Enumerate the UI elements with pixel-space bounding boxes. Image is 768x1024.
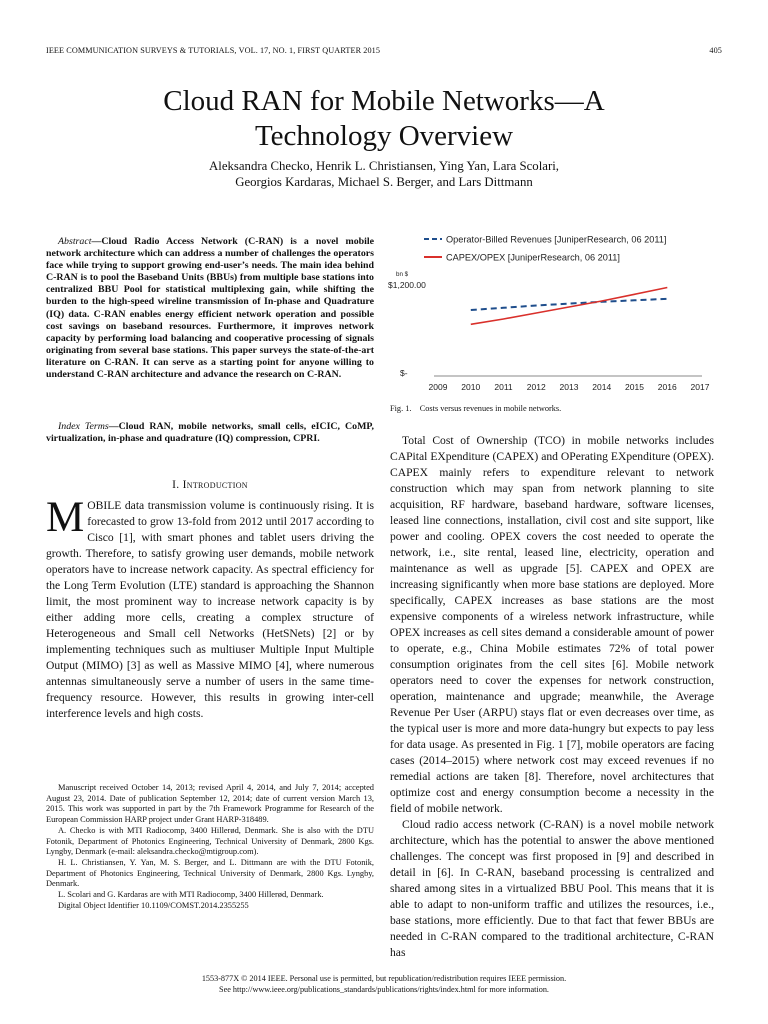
figure-1-chart bbox=[384, 226, 718, 398]
x-tick-label: 2012 bbox=[526, 382, 546, 392]
x-tick-label: 2013 bbox=[559, 382, 579, 392]
index-terms-text: —Cloud RAN, mobile networks, small cells, eICIC, CoMP, virtualization, in-phase and quadrature (IQ) compression, CPRI. bbox=[46, 421, 374, 445]
x-tick-label: 2015 bbox=[625, 382, 644, 392]
x-tick-label: 2014 bbox=[592, 382, 612, 392]
section-number: I. bbox=[172, 479, 180, 491]
x-tick-label: 2017 bbox=[690, 382, 710, 392]
authors-line-2: Georgios Kardaras, Michael S. Berger, and Lars Dittmann bbox=[235, 175, 533, 189]
page-number: 405 bbox=[709, 46, 722, 55]
intro-paragraph bbox=[46, 494, 374, 722]
legend-label-capex: CAPEX/OPEX [JuniperResearch, 06 2011] bbox=[446, 252, 620, 263]
footnote: A. Checko is with MTI Radiocomp, 3400 Hillerød, Denmark. She is also with the DTU Fotonik, Department of Photonics Engineering, Technical University of Denmark, 2800 Kgs. Lyngby, Denmark (e-mail: aleksandra.checko@mtigroup.com). bbox=[46, 825, 374, 857]
series-line-revenues bbox=[471, 299, 668, 310]
body-paragraph: Total Cost of Ownership (TCO) in mobile networks includes CAPital EXpenditure (CAPEX) and OPerating EXpenditure (OPEX). CAPEX mainly refers to expenditure relevant to network construction which may span from network planning to site acquisition, RF hardware, baseband hardware, software licenses, leased line connections, installation, civil cost and site support, like power and cooling. OPEX covers the cost needed to operate the network, i.e., site rental, leased line, electricity, operation and maintenance as well as upgrade [5]. CAPEX and OPEX are increasing significantly when more base stations are deployed. More specifically, CAPEX increases as base stations are the most expensive components of a wireless network infrastructure, while OPEX increases as cell sites demand a considerable amount of power to operate, e.g., China Mobile estimates 72% of total power consumption originates from the cell sites [6]. Mobile network operators need to cover the expenses for network construction, operation, maintenance and upgrade; meanwhile, the Average Revenue Per User (ARPU) stays flat or even decreases over time, as the typical user is more and more data-hungry but expects to pay less for data usage. As presented in Fig. 1 [7], mobile operators are facing cases (2014–2015) where network cost may exceed revenues if no remedial actions are taken [8]. Therefore, novel architectures that optimize cost and energy consumption become a necessity in the field of mobile network. bbox=[390, 434, 714, 815]
figure-caption: Fig. 1. Costs versus revenues in mobile networks. bbox=[390, 404, 562, 413]
footnote: L. Scolari and G. Kardaras are with MTI Radiocomp, 3400 Hillerød, Denmark. bbox=[58, 890, 324, 900]
footer-line-2: See http://www.ieee.org/publications_standards/publications/rights/index.html for more information. bbox=[219, 985, 549, 994]
footnote: H. L. Christiansen, Y. Yan, M. S. Berger, and L. Dittmann are with the DTU Fotonik, Department of Photonics Engineering, Technical University of Denmark, 2800 Kgs. Lyngby, Denmark. bbox=[46, 857, 374, 889]
intro-text: OBILE data transmission volume is continuously rising. It is forecasted to grow 13-fold from 2012 until 2017 according to Cisco [1], with smart phones and tablet users driving the growth. Therefore, to satisfy growing user demands, mobile network operators have to increase network capacity. As spectral efficiency for the Long Term Evolution (LTE) standard is approaching the Shannon limit, the most prominent way to increase network capacity is by either adding more cells, creating a complex structure of Heterogeneous and Small cell Networks (HetSNets) [2] or by implementing techniques such as multiuser Multiple Input Multiple Output (MIMO) [3] as well as Massive MIMO [4], where numerous antennas simultaneously serve a number of users in the same time-frequency resource. However, this results in growing inter-cell interference levels and high costs. bbox=[46, 499, 374, 720]
legend-label-revenues: Operator-Billed Revenues [JuniperResearch, 06 2011] bbox=[446, 234, 667, 245]
abstract-text: —Cloud Radio Access Network (C-RAN) is a novel mobile network architecture which can address a number of challenges the operators face while trying to support growing end-user’s needs. The main idea behind C-RAN is to pool the Baseband Units (BBUs) from multiple base stations into centralized BBU Pool for statistical multiplexing gain, while shifting the burden to the high-speed wireline transmission of In-phase and Quadrature (IQ) data. C-RAN enables energy efficient network operation and possible cost savings on baseband resources. Furthermore, it improves network capacity by performing load balancing and cooperative processing of signals originating from several base stations. This paper surveys the state-of-the-art literature on C-RAN. It can serve as a starting point for anyone willing to understand C-RAN architecture and advance the research on C-RAN. bbox=[46, 236, 374, 381]
footer-line-1: 1553-877X © 2014 IEEE. Personal use is permitted, but republication/redistribution requires IEEE permission. bbox=[201, 974, 567, 983]
authors-line-1: Aleksandra Checko, Henrik L. Christiansen, Ying Yan, Lara Scolari, bbox=[209, 159, 559, 173]
abstract-label: Abstract bbox=[58, 236, 92, 247]
title-line-1: Cloud RAN for Mobile Networks—A bbox=[163, 85, 605, 117]
body-paragraph: Cloud radio access network (C-RAN) is a novel mobile network architecture, which has the potential to answer the above mentioned challenges. The concept was first proposed in [9] and described in detail in [6]. In C-RAN, baseband processing is centralized and shared among sites in a virtualized BBU Pool. This means that it is able to adapt to non-uniform traffic and utilizes the resources, i.e., base stations, more efficiently. Due to that fact that fewer BBUs are needed in C-RAN compared to the traditional architecture, C-RAN has bbox=[390, 818, 714, 959]
author-list bbox=[60, 158, 708, 190]
footnote: Manuscript received October 14, 2013; revised April 4, 2014, and July 7, 2014; accepted August 23, 2014. Date of publication September 12, 2014; date of current version March 13, 2015. This work was supported in part by the 7th Framework Programme for Research of the European Commission HARP project under Grant HARP-318489. bbox=[46, 783, 374, 825]
x-tick-label: 2010 bbox=[461, 382, 481, 392]
drop-cap: M bbox=[46, 494, 85, 541]
x-tick-label: 2011 bbox=[494, 382, 513, 392]
section-heading bbox=[46, 479, 374, 491]
copyright-footer bbox=[46, 973, 722, 995]
paper-title bbox=[80, 84, 688, 154]
right-column-text bbox=[390, 433, 714, 961]
footnotes bbox=[46, 783, 374, 911]
index-terms-label: Index Terms bbox=[58, 421, 109, 432]
series-line-capex bbox=[471, 288, 668, 325]
title-line-2: Technology Overview bbox=[254, 120, 514, 152]
abstract bbox=[46, 236, 374, 381]
y-tick-label: $1,200.00 bbox=[388, 280, 426, 290]
y-axis-unit: bn $ bbox=[396, 271, 409, 278]
y-tick-label: $- bbox=[400, 368, 408, 378]
journal-name: IEEE COMMUNICATION SURVEYS & TUTORIALS, VOL. 17, NO. 1, FIRST QUARTER 2015 bbox=[46, 46, 381, 55]
index-terms bbox=[46, 421, 374, 445]
running-header bbox=[46, 46, 722, 55]
x-tick-label: 2009 bbox=[428, 382, 448, 392]
footnote: Digital Object Identifier 10.1109/COMST.2014.2355255 bbox=[58, 900, 249, 910]
section-title: Introduction bbox=[182, 479, 248, 491]
x-tick-label: 2016 bbox=[657, 382, 677, 392]
